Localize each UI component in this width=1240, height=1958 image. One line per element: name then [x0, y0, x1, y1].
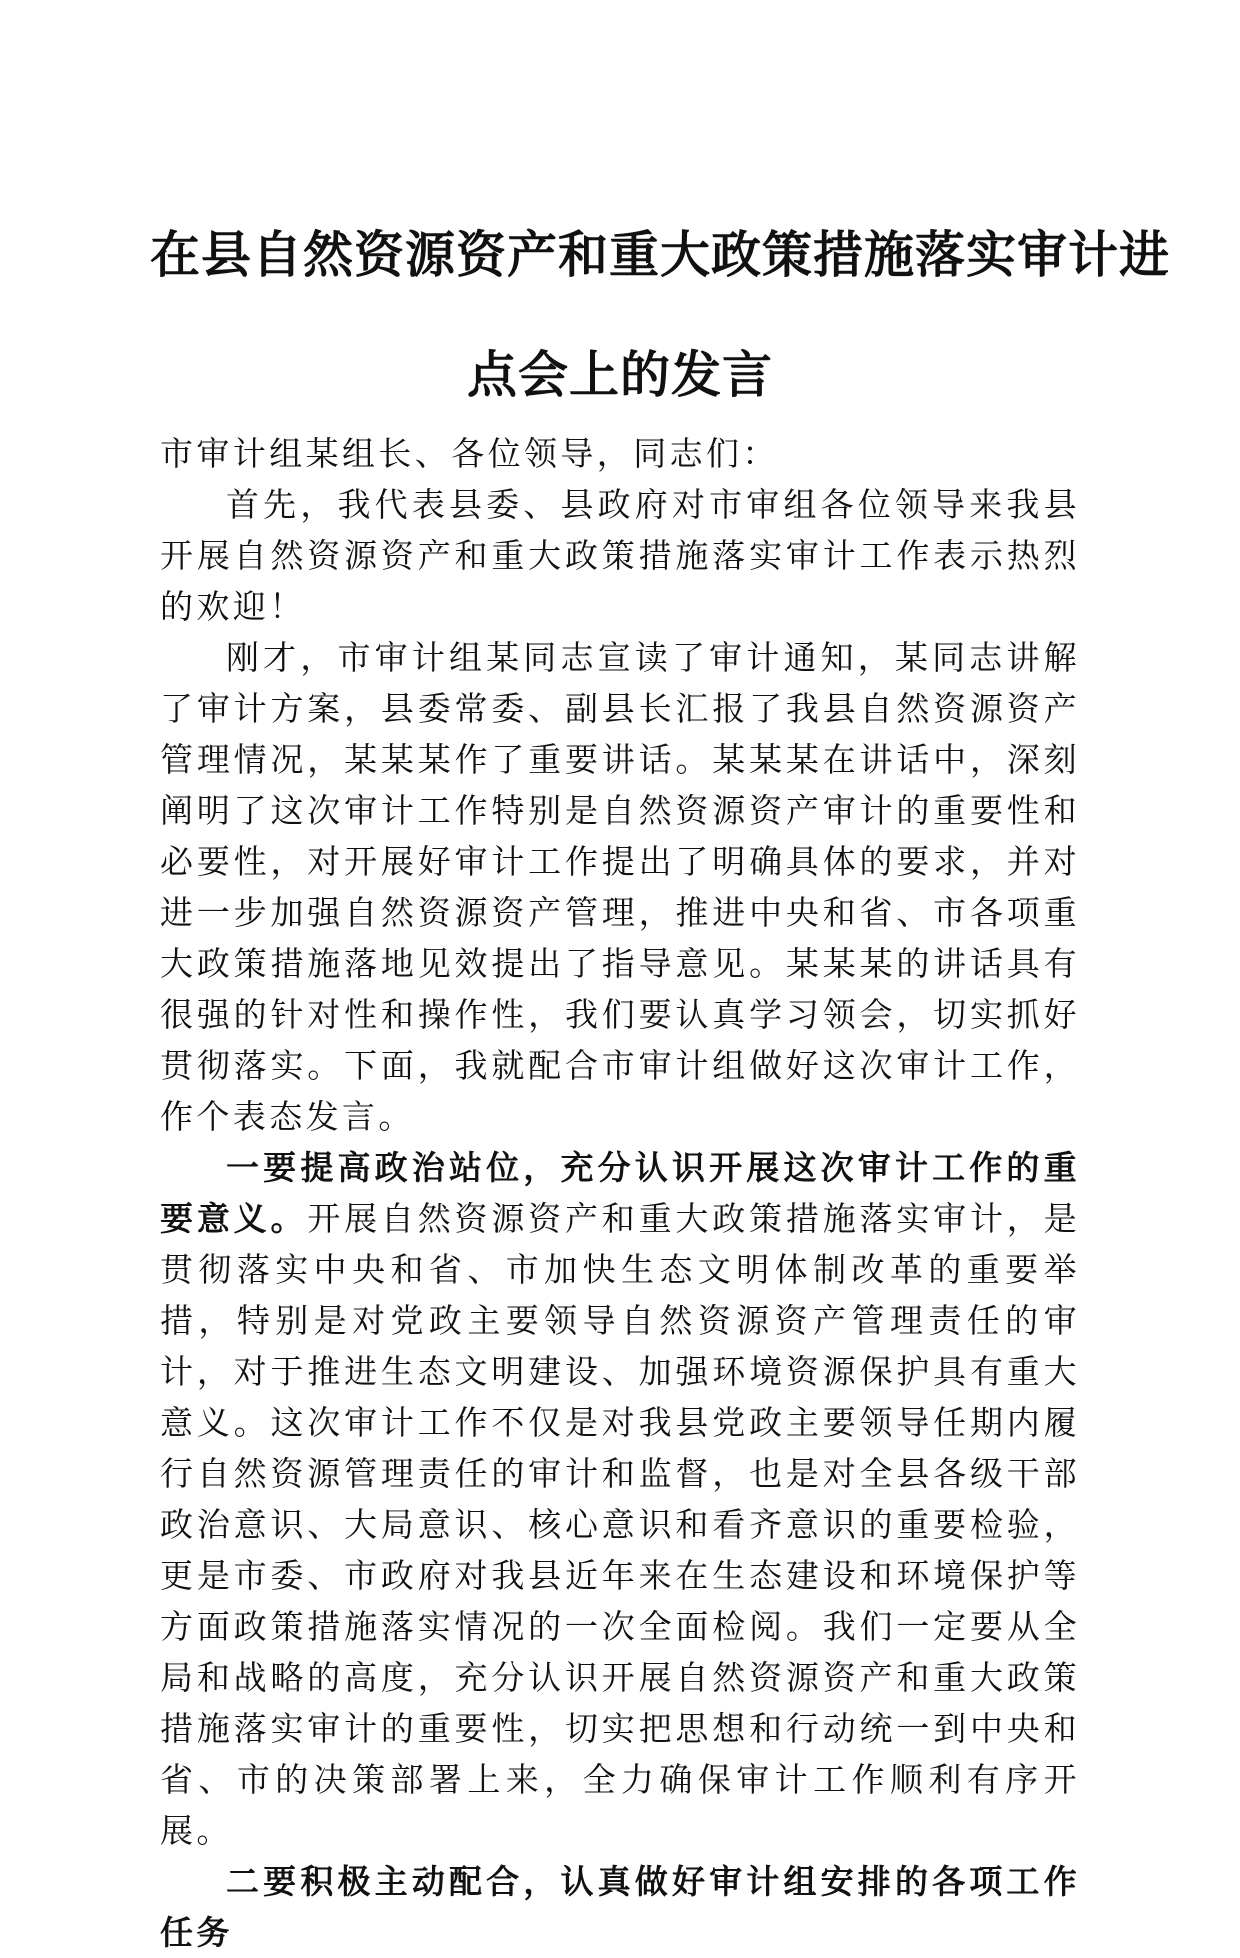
paragraph-point-two — [160, 1856, 1080, 1958]
paragraph-review: 刚才，市审计组某同志宣读了审计通知，某同志讲解了审计方案，县委常委、副县长汇报了我县自然资源资产管理情况，某某某作了重要讲话。某某某在讲话中，深刻阐明了这次审计工作特别是自然资源资产审计的重要性和必要性，对开展好审计工作提出了明确具体的要求，并对进一步加强自然资源资产管理，推进中央和省、市各项重大政策措施落地见效提出了指导意见。某某某的讲话具有很强的针对性和操作性，我们要认真学习领会，切实抓好贯彻落实。下面，我就配合市审计组做好这次审计工作，作个表态发言。 — [160, 638, 1080, 1136]
point-one-heading: 一要提高政治站位，充分认识开展这次审计工作的重要意义。 — [160, 1148, 1080, 1238]
paragraph-point-one — [160, 1142, 1080, 1856]
document-title-line-1: 在县自然资源资产和重大政策措施落实审计进 — [150, 225, 1170, 284]
point-two-heading: 二要积极主动配合，认真做好审计组安排的各项工作任务 — [160, 1862, 1080, 1952]
document-body — [160, 428, 1080, 1958]
point-one-text: 开展自然资源资产和重大政策措施落实审计，是贯彻落实中央和省、市加快生态文明体制改革的重要举措，特别是对党政主要领导自然资源资产管理责任的审计，对于推进生态文明建设、加强环境资源保护具有重大意义。这次审计工作不仅是对我县党政主要领导任期内履行自然资源管理责任的审计和监督，也是对全县各级干部政治意识、大局意识、核心意识和看齐意识的重要检验，更是市委、市政府对我县近年来在生态建设和环境保护等方面政策措施落实情况的一次全面检阅。我们一定要从全局和战略的高度，充分认识开展自然资源资产和重大政策措施落实审计的重要性，切实把思想和行动统一到中央和省、市的决策部署上来，全力确保审计工作顺利有序开展。 — [160, 1199, 1080, 1850]
salutation: 市审计组某组长、各位领导，同志们： — [160, 434, 779, 473]
paragraph-welcome: 首先，我代表县委、县政府对市审组各位领导来我县开展自然资源资产和重大政策措施落实审计工作表示热烈的欢迎！ — [160, 485, 1080, 626]
document-title-line-2: 点会上的发言 — [467, 345, 773, 404]
